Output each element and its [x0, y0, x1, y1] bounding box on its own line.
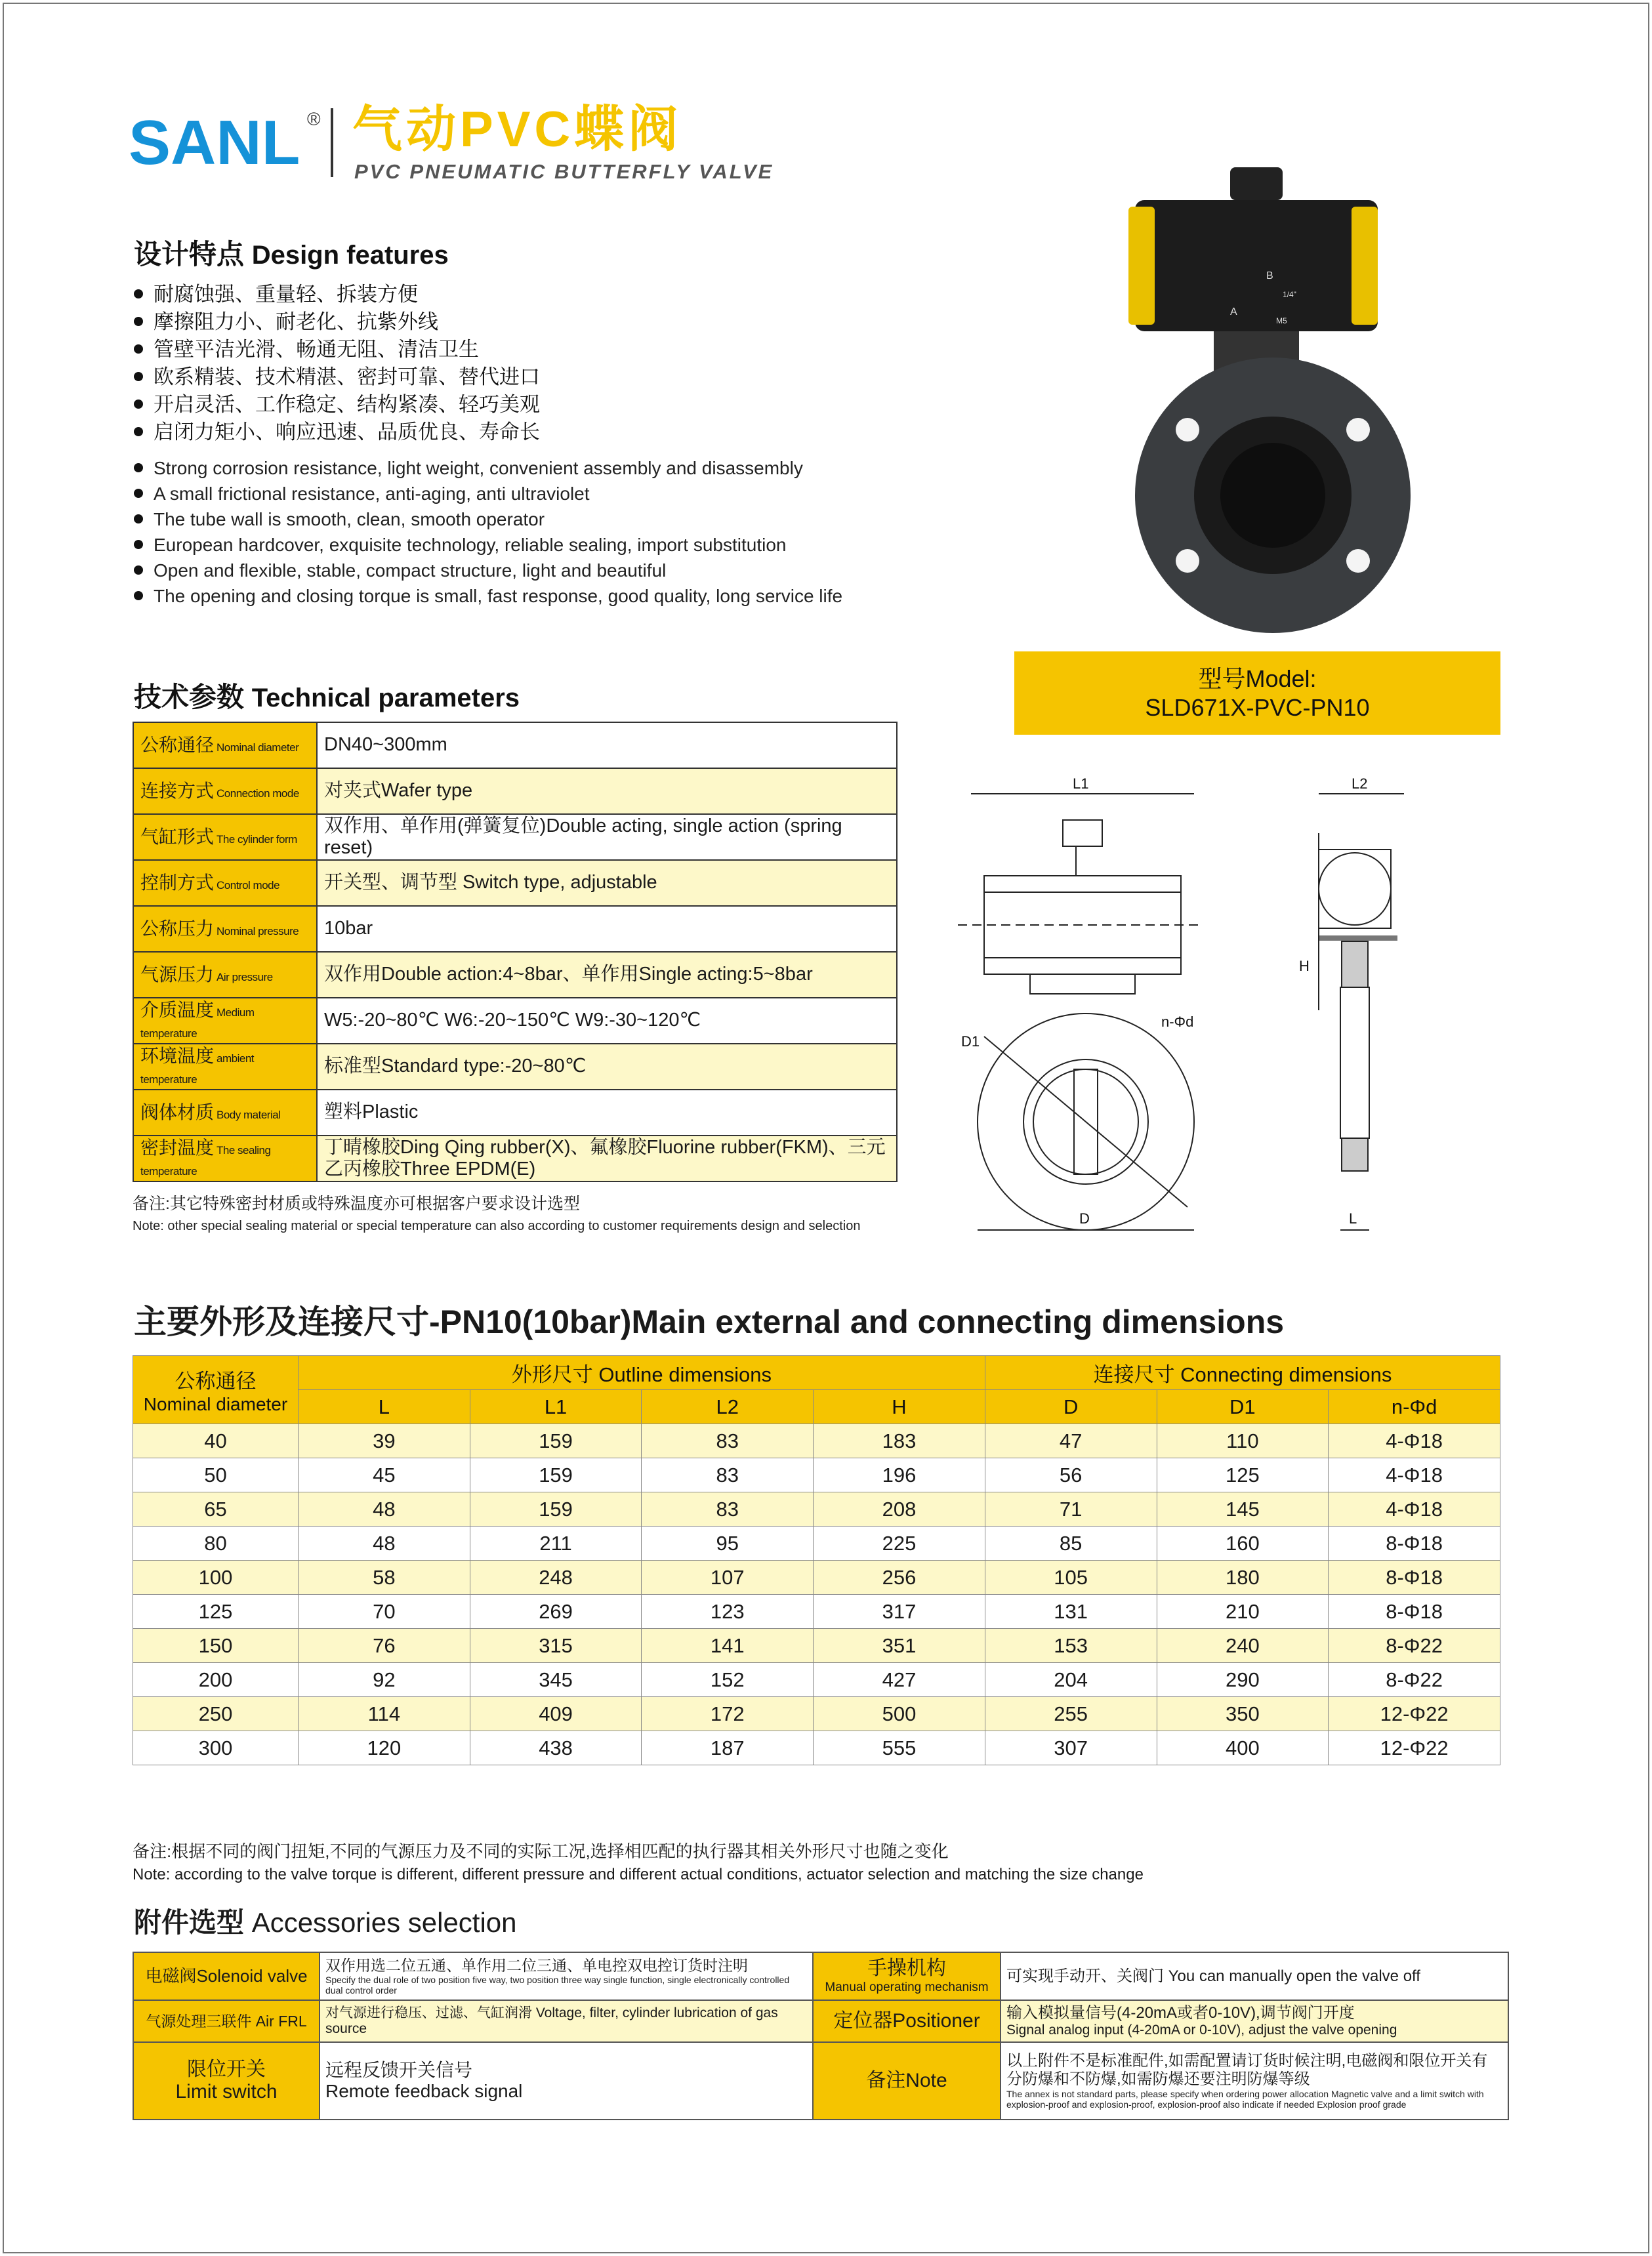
label-en: Medium temperature	[140, 1006, 255, 1040]
dim-cell: 307	[985, 1731, 1157, 1765]
tech-heading-en: Technical parameters	[251, 684, 520, 712]
frl-desc: 对气源进行稳压、过滤、气缸润滑 Voltage, filter, cylinder lubrication of gas source	[320, 2000, 813, 2042]
model-box	[1014, 651, 1500, 735]
tech-label	[133, 722, 317, 768]
tech-label	[133, 1136, 317, 1181]
tech-value: 双作用、单作用(弹簧复位)Double acting, single action (spring reset)	[317, 814, 897, 860]
design-en-item	[134, 532, 842, 558]
label-D: D	[1079, 1210, 1090, 1227]
tech-label	[133, 814, 317, 860]
bullet-icon	[134, 540, 143, 549]
m5-label: M5	[1276, 316, 1287, 325]
dim-cell: 8-Φ22	[1329, 1663, 1500, 1697]
dimension-drawing	[945, 768, 1522, 1246]
tech-row	[133, 952, 897, 998]
tech-row	[133, 906, 897, 952]
bullet-icon	[134, 514, 143, 523]
dim-cell: 8-Φ18	[1329, 1527, 1500, 1561]
dim-cell: 83	[642, 1458, 814, 1492]
bullet-icon	[134, 463, 143, 472]
product-title-cn: 气动PVC蝶阀	[352, 102, 682, 157]
dim-cell: 153	[985, 1629, 1157, 1663]
tech-label	[133, 1044, 317, 1090]
bullet-icon	[134, 317, 143, 326]
note-desc: 以上附件不是标准配件,如需配置请订货时候注明,电磁阀和限位开关有分防爆和不防爆,如需防爆还要注明防爆等级 The annex is not standard parts, please specify when ordering power allocation Magnetic valve and a limit switch with explosion-proof and explosion-proof, explosion-proof also indicate if needed Explosion proof grade	[1001, 2042, 1508, 2120]
label-en: The sealing temperature	[140, 1143, 271, 1178]
label-en: Air pressure	[217, 970, 273, 983]
design-heading-cn: 设计特点	[134, 239, 245, 270]
dim-cell: 125	[133, 1595, 299, 1629]
tech-value: DN40~300mm	[317, 722, 897, 768]
dim-cell: 555	[814, 1731, 985, 1765]
thread-label: 1/4"	[1283, 290, 1296, 299]
dim-cell: 159	[470, 1458, 642, 1492]
tech-row	[133, 814, 897, 860]
table-row	[133, 1697, 1500, 1731]
label-en: Connection mode	[217, 787, 299, 800]
dim-cell: 300	[133, 1731, 299, 1765]
table-row	[133, 1424, 1500, 1458]
dim-cell: 204	[985, 1663, 1157, 1697]
label-D1: D1	[961, 1033, 980, 1050]
item-text: 耐腐蚀强、重量轻、拆装方便	[154, 283, 418, 306]
dim-cell: 85	[985, 1527, 1157, 1561]
dim-cell: 4-Φ18	[1329, 1492, 1500, 1527]
dim-cell: 256	[814, 1561, 985, 1595]
tech-label	[133, 906, 317, 952]
dim-cell: 105	[985, 1561, 1157, 1595]
dim-cell: 150	[133, 1629, 299, 1663]
model-value: SLD671X-PVC-PN10	[1145, 694, 1370, 721]
tech-label	[133, 860, 317, 906]
dim-col-header: H	[814, 1390, 985, 1424]
label-en: Control mode	[217, 878, 280, 892]
design-en-item	[134, 558, 842, 583]
dim-cell: 438	[470, 1731, 642, 1765]
design-cn-item	[134, 336, 540, 363]
tech-heading	[134, 676, 520, 715]
acc-heading	[134, 1908, 517, 1938]
dim-col-header: D	[985, 1390, 1157, 1424]
label-cn: 公称压力	[140, 918, 215, 939]
dim-cell: 345	[470, 1663, 642, 1697]
label-cn: 气缸形式	[140, 826, 215, 847]
dim-cell: 131	[985, 1595, 1157, 1629]
dim-col-header: L1	[470, 1390, 642, 1424]
table-row	[133, 1595, 1500, 1629]
dim-cell: 45	[299, 1458, 470, 1492]
tech-row	[133, 998, 897, 1044]
label-en: The cylinder form	[217, 832, 297, 846]
dim-cell: 141	[642, 1629, 814, 1663]
item-text: 摩擦阻力小、耐老化、抗紫外线	[154, 310, 438, 333]
item-text: 启闭力矩小、响应迅速、品质优良、寿命长	[154, 420, 540, 443]
bullet-icon	[134, 565, 143, 575]
note-label: 备注Note	[813, 2042, 1001, 2120]
dim-cell: 210	[1157, 1595, 1329, 1629]
dim-cell: 350	[1157, 1697, 1329, 1731]
bullet-icon	[134, 400, 143, 409]
item-text: The opening and closing torque is small, fast response, good quality, long service life	[154, 586, 843, 606]
design-cn-list	[134, 281, 540, 446]
tech-value: W5:-20~80℃ W6:-20~150℃ W9:-30~120℃	[317, 998, 897, 1044]
design-heading	[134, 233, 449, 272]
tech-label	[133, 952, 317, 998]
dim-cell: 56	[985, 1458, 1157, 1492]
design-cn-item	[134, 308, 540, 336]
positioner-desc: 输入模拟量信号(4-20mA或者0-10V),调节阀门开度 Signal analog input (4-20mA or 0-10V), adjust the valve opening	[1001, 2000, 1508, 2042]
tech-label	[133, 1090, 317, 1136]
dim-cell: 409	[470, 1697, 642, 1731]
label-n-phi-d: n-Φd	[1161, 1014, 1194, 1030]
accessories-table	[133, 1952, 1509, 2120]
tech-row	[133, 860, 897, 906]
dim-col-header: n-Φd	[1329, 1390, 1500, 1424]
label-cn: 连接方式	[140, 780, 215, 801]
dim-cell: 248	[470, 1561, 642, 1595]
tech-row	[133, 1090, 897, 1136]
label-en: Nominal diameter	[217, 741, 299, 754]
dim-cell: 65	[133, 1492, 299, 1527]
dim-cell: 12-Φ22	[1329, 1697, 1500, 1731]
dim-cell: 351	[814, 1629, 985, 1663]
label-L: L	[1349, 1210, 1357, 1227]
design-cn-item	[134, 391, 540, 419]
dimensions-table	[133, 1355, 1500, 1765]
label-en: Body material	[217, 1108, 281, 1121]
dim-cell: 196	[814, 1458, 985, 1492]
dim-cell: 240	[1157, 1629, 1329, 1663]
item-text: The tube wall is smooth, clean, smooth operator	[154, 509, 545, 529]
tech-heading-cn: 技术参数	[134, 682, 245, 712]
label-cn: 介质温度	[140, 999, 215, 1020]
dim-cell: 500	[814, 1697, 985, 1731]
dim-cell: 39	[299, 1424, 470, 1458]
label-cn: 密封温度	[140, 1137, 215, 1158]
design-cn-item	[134, 281, 540, 308]
dim-cell: 70	[299, 1595, 470, 1629]
tech-row	[133, 1044, 897, 1090]
product-title-en: PVC PNEUMATIC BUTTERFLY VALVE	[354, 160, 774, 183]
dim-cell: 125	[1157, 1458, 1329, 1492]
dim-cell: 47	[985, 1424, 1157, 1458]
design-heading-en: Design features	[251, 241, 449, 270]
tech-value: 塑料Plastic	[317, 1090, 897, 1136]
dim-col-header: D1	[1157, 1390, 1329, 1424]
bullet-icon	[134, 427, 143, 436]
nominal-header: 公称通径 Nominal diameter	[133, 1356, 299, 1424]
dim-cell: 120	[299, 1731, 470, 1765]
dim-cell: 8-Φ18	[1329, 1595, 1500, 1629]
dim-cell: 95	[642, 1527, 814, 1561]
item-text: 欧系精装、技术精湛、密封可靠、替代进口	[154, 365, 540, 388]
dim-cell: 110	[1157, 1424, 1329, 1458]
positioner-label: 定位器Positioner	[813, 2000, 1001, 2042]
limit-label: 限位开关 Limit switch	[133, 2042, 320, 2120]
bullet-icon	[134, 344, 143, 354]
item-text: 管壁平洁光滑、畅通无阻、清洁卫生	[154, 338, 479, 361]
dim-cell: 208	[814, 1492, 985, 1527]
outline-header: 外形尺寸 Outline dimensions	[299, 1356, 985, 1390]
dim-cell: 8-Φ22	[1329, 1629, 1500, 1663]
table-row	[133, 1663, 1500, 1697]
label-cn: 控制方式	[140, 872, 215, 893]
bullet-icon	[134, 289, 143, 298]
port-b-label: B	[1266, 270, 1273, 281]
dim-cell: 40	[133, 1424, 299, 1458]
dim-cell: 76	[299, 1629, 470, 1663]
connecting-header: 连接尺寸 Connecting dimensions	[985, 1356, 1500, 1390]
item-text: Open and flexible, stable, compact structure, light and beautiful	[154, 560, 667, 581]
brand-logo: SANL	[129, 108, 300, 178]
table-row	[133, 1527, 1500, 1561]
dim-cell: 100	[133, 1561, 299, 1595]
dims-note-cn: 备注:根据不同的阀门扭矩,不同的气源压力及不同的实际工况,选择相匹配的执行器其相关外形尺寸也随之变化	[133, 1841, 949, 1861]
tech-label	[133, 768, 317, 814]
dim-cell: 152	[642, 1663, 814, 1697]
dims-heading: 主要外形及连接尺寸-PN10(10bar)Main external and connecting dimensions	[134, 1303, 1285, 1340]
dim-cell: 159	[470, 1492, 642, 1527]
tech-params-table	[133, 722, 898, 1182]
dim-cell: 255	[985, 1697, 1157, 1731]
dim-cell: 187	[642, 1731, 814, 1765]
dim-cell: 183	[814, 1424, 985, 1458]
solenoid-desc: 双作用选二位五通、单作用二位三通、单电控双电控订货时注明 Specify the dual role of two position five way, two position three way single function, single electronically controlled dual control order	[320, 1952, 813, 2000]
dim-cell: 400	[1157, 1731, 1329, 1765]
registered-mark: ®	[307, 109, 321, 129]
dim-cell: 48	[299, 1492, 470, 1527]
design-en-item	[134, 583, 842, 609]
port-a-label: A	[1230, 306, 1237, 318]
design-cn-item	[134, 363, 540, 391]
dim-cell: 269	[470, 1595, 642, 1629]
item-text: A small frictional resistance, anti-aging, anti ultraviolet	[154, 483, 590, 504]
dim-cell: 107	[642, 1561, 814, 1595]
label-H: H	[1299, 958, 1310, 974]
dim-cell: 71	[985, 1492, 1157, 1527]
dim-cell: 58	[299, 1561, 470, 1595]
model-label: 型号Model:	[1198, 665, 1317, 692]
frl-label: 气源处理三联件 Air FRL	[133, 2000, 320, 2042]
design-en-item	[134, 481, 842, 506]
dim-cell: 317	[814, 1595, 985, 1629]
tech-note-cn: 备注:其它特殊密封材质或特殊温度亦可根据客户要求设计选型	[133, 1195, 580, 1213]
solenoid-label: 电磁阀Solenoid valve	[133, 1952, 320, 2000]
bullet-icon	[134, 591, 143, 600]
dim-cell: 4-Φ18	[1329, 1458, 1500, 1492]
dim-cell: 172	[642, 1697, 814, 1731]
tech-label	[133, 998, 317, 1044]
dim-cell: 114	[299, 1697, 470, 1731]
label-en: Nominal pressure	[217, 924, 299, 937]
acc-heading-en: Accessories selection	[251, 1907, 517, 1938]
dims-note-en: Note: according to the valve torque is different, different pressure and different actual conditions, actuator selection and matching the size change	[133, 1866, 1144, 1883]
dim-cell: 211	[470, 1527, 642, 1561]
label-cn: 公称通径	[140, 734, 215, 755]
dim-cell: 315	[470, 1629, 642, 1663]
dim-col-header: L2	[642, 1390, 814, 1424]
dim-cell: 92	[299, 1663, 470, 1697]
tech-row	[133, 768, 897, 814]
design-cn-item	[134, 419, 540, 446]
dim-cell: 83	[642, 1492, 814, 1527]
tech-value: 双作用Double action:4~8bar、单作用Single acting:5~8bar	[317, 952, 897, 998]
label-L2: L2	[1352, 775, 1368, 792]
dim-cell: 225	[814, 1527, 985, 1561]
tech-value: 10bar	[317, 906, 897, 952]
dim-cell: 290	[1157, 1663, 1329, 1697]
label-cn: 气源压力	[140, 964, 215, 985]
design-en-list	[134, 455, 842, 609]
dim-cell: 180	[1157, 1561, 1329, 1595]
label-L1: L1	[1073, 775, 1089, 792]
bullet-icon	[134, 489, 143, 498]
table-row	[133, 1629, 1500, 1663]
table-row	[133, 1561, 1500, 1595]
dim-cell: 83	[642, 1424, 814, 1458]
table-row	[133, 1458, 1500, 1492]
tech-row	[133, 1136, 897, 1181]
item-text: European hardcover, exquisite technology, reliable sealing, import substitution	[154, 535, 787, 555]
dim-cell: 145	[1157, 1492, 1329, 1527]
dim-cell: 8-Φ18	[1329, 1561, 1500, 1595]
dim-cell: 50	[133, 1458, 299, 1492]
dim-cell: 4-Φ18	[1329, 1424, 1500, 1458]
dim-cell: 12-Φ22	[1329, 1731, 1500, 1765]
label-cn: 阀体材质	[140, 1101, 215, 1122]
manual-desc: 可实现手动开、关阀门 You can manually open the valve off	[1001, 1952, 1508, 2000]
dim-cell: 250	[133, 1697, 299, 1731]
design-en-item	[134, 455, 842, 481]
tech-value: 对夹式Wafer type	[317, 768, 897, 814]
manual-label: 手操机构 Manual operating mechanism	[813, 1952, 1001, 2000]
dim-cell: 159	[470, 1424, 642, 1458]
design-en-item	[134, 506, 842, 532]
table-row	[133, 1492, 1500, 1527]
label-en: ambient temperature	[140, 1052, 254, 1086]
dim-cell: 160	[1157, 1527, 1329, 1561]
dim-col-header: L	[299, 1390, 470, 1424]
dim-cell: 200	[133, 1663, 299, 1697]
label-cn: 环境温度	[140, 1045, 215, 1066]
tech-value: 开关型、调节型 Switch type, adjustable	[317, 860, 897, 906]
valve-photo	[1115, 154, 1443, 643]
tech-row	[133, 722, 897, 768]
dim-cell: 80	[133, 1527, 299, 1561]
tech-value: 丁晴橡胶Ding Qing rubber(X)、氟橡胶Fluorine rubber(FKM)、三元乙丙橡胶Three EPDM(E)	[317, 1136, 897, 1181]
bullet-icon	[134, 372, 143, 381]
dim-cell: 123	[642, 1595, 814, 1629]
tech-note-en: Note: other special sealing material or special temperature can also according to customer requirements design and selection	[133, 1219, 861, 1233]
dim-cell: 427	[814, 1663, 985, 1697]
item-text: 开启灵活、工作稳定、结构紧凑、轻巧美观	[154, 393, 540, 416]
dim-cell: 48	[299, 1527, 470, 1561]
table-row	[133, 1731, 1500, 1765]
header-divider	[331, 108, 333, 177]
tech-value: 标准型Standard type:-20~80℃	[317, 1044, 897, 1090]
item-text: Strong corrosion resistance, light weight, convenient assembly and disassembly	[154, 458, 803, 478]
limit-desc: 远程反馈开关信号 Remote feedback signal	[320, 2042, 813, 2120]
acc-heading-cn: 附件选型	[134, 1907, 245, 1938]
